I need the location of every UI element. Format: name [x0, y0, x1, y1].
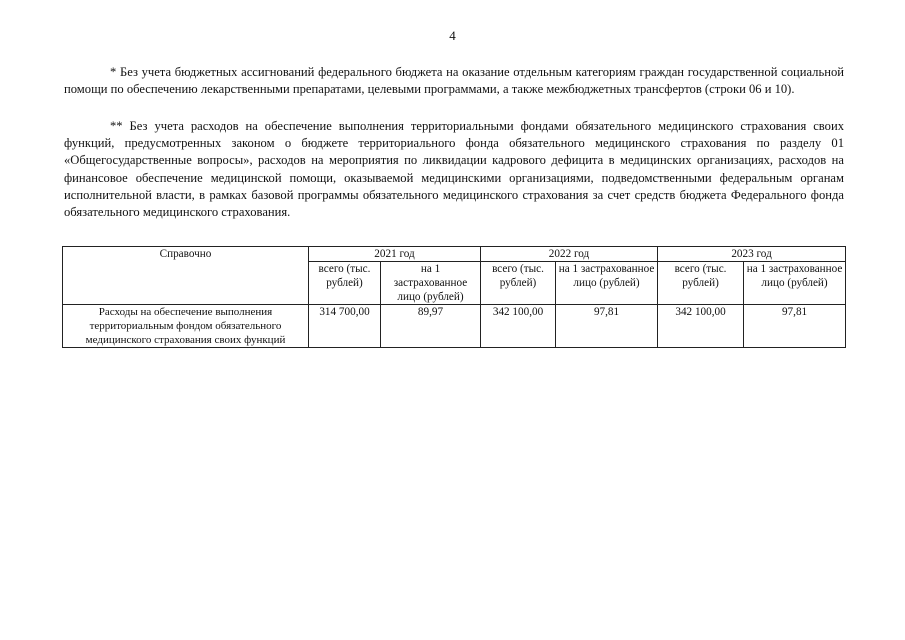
year-2022-header: 2022 год	[481, 247, 658, 262]
per-insured-2021-value: 89,97	[381, 305, 481, 348]
per-insured-2022-value: 97,81	[556, 305, 658, 348]
total-2021-header: всего (тыс. рублей)	[309, 262, 381, 305]
reference-label-header: Справочно	[63, 247, 309, 305]
reference-table	[62, 246, 846, 348]
table-header-row	[63, 247, 846, 262]
per-insured-2022-header: на 1 застрахованное лицо (рублей)	[556, 262, 658, 305]
total-2023-header: всего (тыс. рублей)	[658, 262, 744, 305]
row-label: Расходы на обеспечение выполнения территориальным фондом обязательного медицинского страхования своих функций	[63, 305, 309, 348]
total-2023-value: 342 100,00	[658, 305, 744, 348]
year-2021-header: 2021 год	[309, 247, 481, 262]
total-2022-header: всего (тыс. рублей)	[481, 262, 556, 305]
total-2021-value: 314 700,00	[309, 305, 381, 348]
per-insured-2023-header: на 1 застрахованное лицо (рублей)	[744, 262, 846, 305]
footnote-double-asterisk: ** Без учета расходов на обеспечение выполнения территориальными фондами обязательного медицинского страхования своих функций, предусмотренных законом о бюджете территориального фонда обязательного медицинского страхования по разделу 01 «Общегосударственные вопросы», расходов на мероприятия по ликвидации кадрового дефицита в медицинских организациях, расходов на финансовое обеспечение медицинской помощи, оказываемой медицинскими организациями, подведомственными федеральным органам исполнительной власти, в рамках базовой программы обязательного медицинского страхования за счет средств бюджета Федерального фонда обязательного медицинского страхования.	[64, 119, 844, 220]
per-insured-2023-value: 97,81	[744, 305, 846, 348]
footnote-single-asterisk: * Без учета бюджетных ассигнований федерального бюджета на оказание отдельным категориям граждан государственной социальной помощи по обеспечению лекарственными препаратами, целевыми программами, а также межбюджетных трансфертов (строки 06 и 10).	[64, 65, 844, 97]
table-row	[63, 305, 846, 348]
year-2023-header: 2023 год	[658, 247, 846, 262]
total-2022-value: 342 100,00	[481, 305, 556, 348]
page-number: 4	[449, 28, 456, 43]
per-insured-2021-header: на 1 застрахованное лицо (рублей)	[381, 262, 481, 305]
